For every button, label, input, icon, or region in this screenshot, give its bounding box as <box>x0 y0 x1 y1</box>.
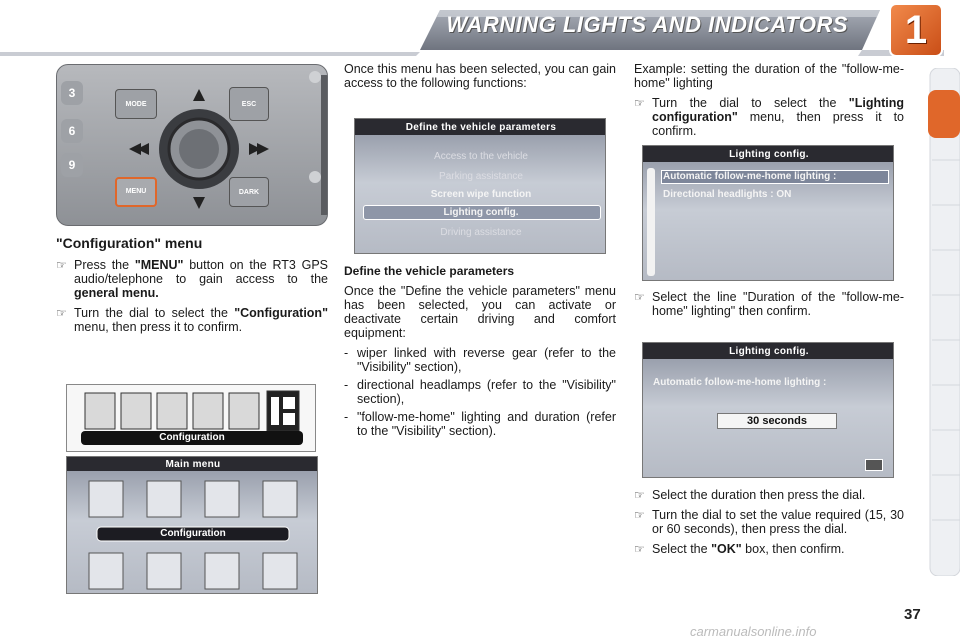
duration-value-box: 30 seconds <box>717 413 837 429</box>
left-column <box>56 236 328 340</box>
hand-pointer-icon: ☞ <box>56 306 67 320</box>
menu-item: Access to the vehicle <box>434 151 528 162</box>
preset-3: 3 <box>61 81 83 105</box>
hand-pointer-icon: ☞ <box>634 508 645 522</box>
esc-button: ESC <box>229 87 269 121</box>
scroll-track <box>647 168 655 276</box>
subsection-title: Define the vehicle parameters <box>344 264 515 278</box>
section-title: "Configuration" menu <box>56 235 203 251</box>
right-column-bottom <box>634 488 904 562</box>
middle-column-intro <box>344 62 616 96</box>
list-item: - wiper linked with reverse gear (refer to the "Visibility" section), <box>344 346 616 374</box>
lighting-config-screen <box>642 145 894 281</box>
watermark: carmanualsonline.info <box>690 624 817 639</box>
menu-item: Screen wipe function <box>430 189 532 200</box>
example-paragraph: Example: setting the duration of the "follow-me-home" lighting <box>634 62 904 90</box>
instruction-bullet: ☞ Turn the dial to select the "Lighting configuration" menu, then press it to confirm. <box>634 96 904 138</box>
middle-column-body <box>344 264 616 442</box>
screen-title: Lighting config. <box>729 149 809 160</box>
right-column-mid <box>634 290 904 324</box>
menu-item-selected: Automatic follow-me-home lighting : <box>663 171 837 182</box>
hand-pointer-icon: ☞ <box>56 258 67 272</box>
configuration-icon-strip <box>66 384 316 452</box>
instruction-bullet: ☞ Select the line "Duration of the "follow-me-home" lighting" then confirm. <box>634 290 904 318</box>
screen-title: Main menu <box>165 459 221 470</box>
preset-6: 6 <box>61 119 83 143</box>
body-paragraph: Once the "Define the vehicle parameters" menu has been selected, you can activate or deactivate certain driving and comfort equipment: <box>344 284 616 340</box>
intro-paragraph: Once this menu has been selected, you can gain access to the following functions: <box>344 62 616 90</box>
menu-button: MENU <box>115 177 157 207</box>
setting-label: Automatic follow-me-home lighting : <box>653 377 827 388</box>
configuration-label: Configuration <box>159 432 225 443</box>
hand-pointer-icon: ☞ <box>634 290 645 304</box>
menu-item: Parking assistance <box>439 171 523 182</box>
radio-panel-image <box>56 64 328 226</box>
hand-pointer-icon: ☞ <box>634 96 645 110</box>
page-title: WARNING LIGHTS AND INDICATORS <box>446 12 848 37</box>
hand-pointer-icon: ☞ <box>634 488 645 502</box>
main-menu-screen <box>66 456 318 594</box>
mode-button: MODE <box>115 89 157 119</box>
menu-item: Driving assistance <box>440 227 522 238</box>
preset-9: 9 <box>61 153 83 177</box>
instruction-bullet: ☞ Press the "MENU" button on the RT3 GPS audio/telephone to gain access to the general menu. <box>56 258 328 300</box>
list-item: - "follow-me-home" lighting and duration (refer to the "Visibility" section). <box>344 410 616 438</box>
define-vehicle-parameters-screen <box>354 118 606 254</box>
main-menu-highlight: Configuration <box>160 528 226 539</box>
instruction-bullet: ☞ Turn the dial to select the "Configuration" menu, then press it to confirm. <box>56 306 328 334</box>
screen-title: Lighting config. <box>729 346 809 357</box>
chapter-number: 1 <box>904 8 928 52</box>
menu-item: Lighting config. <box>443 207 519 218</box>
header-banner <box>0 0 960 62</box>
chapter-tabs <box>926 68 960 576</box>
follow-me-home-duration-screen <box>642 342 894 478</box>
menu-item: Directional headlights : ON <box>663 189 792 200</box>
ok-box-icon <box>865 459 883 471</box>
hand-pointer-icon: ☞ <box>634 542 645 556</box>
screen-title: Define the vehicle parameters <box>405 122 557 133</box>
instruction-bullet: ☞ Select the "OK" box, then confirm. <box>634 542 845 556</box>
list-item: - directional headlamps (refer to the "Visibility" section), <box>344 378 616 406</box>
dark-button: DARK <box>229 177 269 207</box>
right-column-top <box>634 62 904 144</box>
instruction-bullet: ☞ Select the duration then press the dial. <box>634 488 866 502</box>
page-number: 37 <box>904 606 921 623</box>
instruction-bullet: ☞ Turn the dial to set the value required (15, 30 or 60 seconds), then press the dial. <box>634 508 904 536</box>
